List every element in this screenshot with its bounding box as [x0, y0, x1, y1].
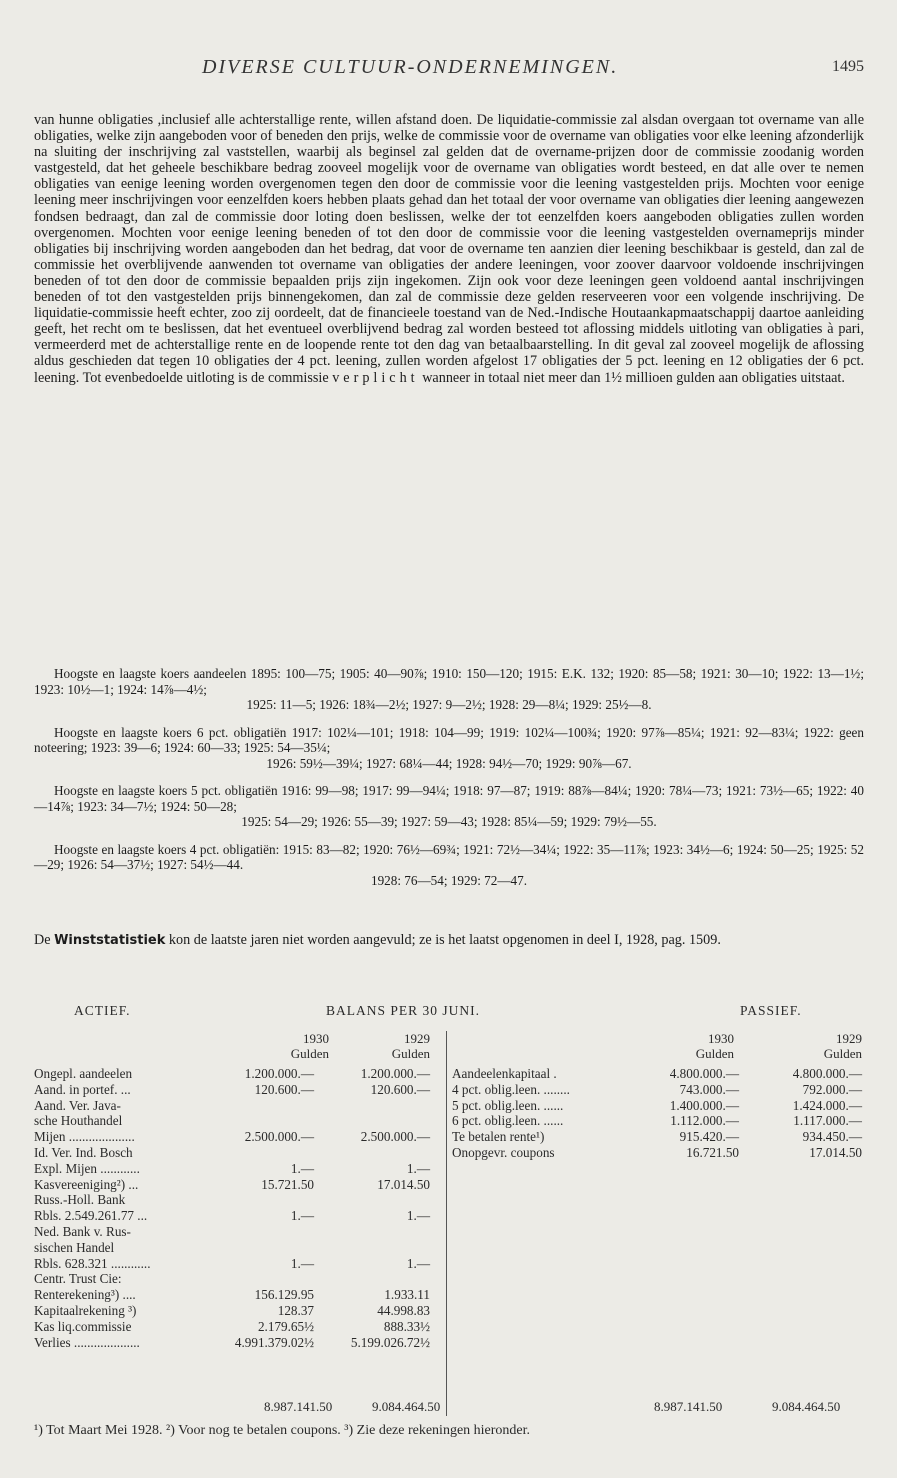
passief-col-1929: [782, 1031, 862, 1061]
intro-paragraph: [34, 112, 864, 386]
actief-label: Ongepl. aandeelen: [34, 1066, 133, 1081]
unit-label: Gulden: [391, 1046, 430, 1061]
actief-label: sche Houthandel: [34, 1113, 123, 1129]
passief-label: Aandeelenkapitaal .: [452, 1066, 557, 1081]
actief-label: Russ.-Holl. Bank: [34, 1192, 126, 1208]
passief-row: [452, 1113, 864, 1129]
passief-value-1929: 1.424.000.—: [792, 1097, 862, 1113]
passief-total-1930: 8.987.141.50: [654, 1399, 723, 1414]
actief-row: [34, 1224, 434, 1240]
actief-row: [34, 1066, 434, 1082]
unit-label: Gulden: [695, 1046, 734, 1061]
actief-label: Id. Ver. Ind. Bosch: [34, 1144, 133, 1160]
actief-row: [34, 1177, 434, 1193]
passief-label: 6 pct. oblig.leen. ......: [452, 1113, 564, 1129]
passief-label: 5 pct. oblig.leen. ......: [452, 1097, 564, 1113]
actief-value-1929: 17.014.50: [377, 1176, 430, 1192]
actief-value-1930: 120.600.—: [254, 1081, 314, 1097]
passief-value-1929: 17.014.50: [809, 1144, 862, 1160]
actief-rows: [34, 1066, 434, 1350]
koers-5pct: [34, 783, 864, 830]
unit-label: Gulden: [290, 1046, 329, 1061]
koers-6pct-main: Hoogste en laagste koers 6 pct. obligatiën 1917: 102¼—101; 1918: 104—99; 1919: 102¼—100¾; 1920: 97⅞—85¼; 1921: 92—83¼; 1922: geen noteering; 1923: 39—6; 1924: 60—33; 1925: 54—35¼;: [34, 724, 864, 755]
passief-col-1930: [654, 1031, 734, 1061]
passief-row: [452, 1145, 864, 1161]
actief-value-1930: 15.721.50: [261, 1176, 314, 1192]
koers-5pct-cont: 1925: 54—29; 1926: 55—39; 1927: 59—43; 1928: 85¼—59; 1929: 79½—55.: [241, 814, 657, 829]
koers-aandeelen-main: Hoogste en laagste koers aandeelen 1895: 100—75; 1905: 40—90⅞; 1910: 150—120; 1915: E.K. 132; 1920: 85—58; 1921: 30—10; 1922: 13—1½; 1923: 10½—1; 1924: 14⅞—4½;: [34, 666, 864, 697]
koers-6pct: [34, 725, 864, 772]
actief-row: [34, 1145, 434, 1161]
actief-label: Kasvereeniging²) ...: [34, 1176, 139, 1192]
passief-label: PASSIEF.: [740, 1003, 802, 1018]
column-divider: [446, 1031, 447, 1416]
passief-label: Te betalen rente¹): [452, 1129, 545, 1145]
actief-row: [34, 1208, 434, 1224]
actief-label: Renterekening³) ....: [34, 1287, 136, 1303]
actief-label: Centr. Trust Cie:: [34, 1271, 122, 1287]
actief-label: Kas liq.commissie: [34, 1318, 132, 1334]
actief-row: [34, 1113, 434, 1129]
actief-label: Aand. in portef. ...: [34, 1081, 131, 1097]
actief-row: [34, 1129, 434, 1145]
actief-value-1929: 1.—: [406, 1255, 430, 1271]
actief-total-1929: 9.084.464.50: [372, 1399, 441, 1414]
running-title: DIVERSE CULTUUR-ONDERNEMINGEN.: [202, 56, 619, 78]
koers-aandeelen: [34, 666, 864, 713]
intro-spaced-word: verplicht: [332, 369, 419, 386]
balance-sheet: [34, 1003, 864, 1423]
actief-value-1929: 1.—: [406, 1160, 430, 1176]
actief-col-1930: [249, 1031, 329, 1061]
passief-value-1930: 16.721.50: [686, 1144, 739, 1160]
actief-value-1930: 1.—: [290, 1160, 314, 1176]
actief-label: ACTIEF.: [74, 1003, 131, 1018]
actief-value-1930: 1.200.000.—: [244, 1066, 314, 1081]
actief-value-1929: 1.—: [406, 1208, 430, 1224]
passief-row: [452, 1066, 864, 1082]
actief-row: [34, 1256, 434, 1272]
actief-value-1930: 1.—: [290, 1208, 314, 1224]
koers-4pct-main: Hoogste en laagste koers 4 pct. obligatiën: 1915: 83—82; 1920: 76½—69¾; 1921: 72½—34¼; 1922: 35—11⅞; 1923: 34½—6; 1924: 50—25; 1925: 52—29; 1926: 54—37½; 1927: 54½—44.: [34, 841, 864, 872]
actief-value-1930: 2.500.000.—: [244, 1129, 314, 1145]
passief-label: 4 pct. oblig.leen. ........: [452, 1081, 570, 1097]
actief-value-1929: 2.500.000.—: [360, 1129, 430, 1145]
winst-text: kon de laatste jaren niet worden aangevuld; ze is het laatst opgenomen in deel I, 1928, pag. 1509.: [168, 932, 721, 948]
actief-value-1929: 1.933.11: [384, 1287, 430, 1303]
koers-aandeelen-cont: 1925: 11—5; 1926: 18¾—2½; 1927: 9—2½; 1928: 29—8¼; 1929: 25½—8.: [246, 697, 652, 712]
actief-value-1929: 888.33½: [383, 1318, 430, 1334]
passief-value-1929: 1.117.000.—: [793, 1113, 862, 1129]
passief-value-1930: 4.800.000.—: [669, 1066, 739, 1081]
actief-row: [34, 1335, 434, 1351]
koers-section: [34, 666, 864, 900]
passief-row: [452, 1129, 864, 1145]
winst-prefix: De: [34, 932, 51, 948]
passief-value-1929: 4.800.000.—: [792, 1066, 862, 1081]
actief-value-1929: 120.600.—: [370, 1081, 430, 1097]
winststatistiek-paragraph: [34, 932, 864, 949]
unit-label: Gulden: [823, 1046, 862, 1061]
passief-rows: [452, 1066, 864, 1161]
actief-value-1930: 156.129.95: [254, 1287, 314, 1303]
intro-text: van hunne obligaties ,inclusief alle achterstallige rente, willen afstand doen. De liquidatie-commissie zal alsdan overgaan tot overname van alle obligaties, welke zijn aangeboden voor of beneden den prijs, welke de commissie voor de overname van obligaties voor elke leening afzonderlijk na sluiting der inschrijving zal vaststellen, waarbij als beginsel zal gelden dat de overname-prijzen door de commissie zoodanig worden vastgesteld, dat het geheele beschikbare bedrag zooveel mogelijk voor de overname van obligaties wordt besteed, en dat alle over te nemen obligaties van eenige leening worden overgenomen tegen den door de commissie voor die leening vastgestelden prijs. Mochten voor eenige leening meer inschrijvingen voor eenzelfden koers hebben plaats gehad dan het totaal der voor overname van obligaties dier leening aangewezen fondsen bedraagt, dan zal de commissie door loting doen beslissen, welke der tot eenzelfden koers aangeboden obligaties zullen worden overgenomen. Mochten voor eenige leening beneden of tot den door de commissie voor die leening vastgestelden overnameprijs minder obligaties bij inschrijving worden aangeboden dan het bedrag, dat voor de overname ten aanzien dier leening beschikbaar is gesteld, dan zal de commissie het overblijvende aanwenden tot overname van obligaties der andere leeningen, voor zoover daarvoor voldoende inschrijvingen beneden of tot den door de commissie bepaalden prijs zijn ingekomen. Zijn ook voor deze leeningen geen voldoend aantal inschrijvingen beneden of tot den vastgestelden prijs binnengekomen, dan zal de commissie deze gelden reserveeren voor een volgende inschrijving. De liquidatie-commissie heeft echter, zoo zij oordeelt, dat de financieele toestand van de Ned.-Indische Houtaankapmaatschappij daartoe aanleiding geeft, het recht om te beslissen, dat het eventueel overblijvend bedrag zal worden besteed tot aflossing middels uitloting van obligaties à pari, vermeerderd met de achterstallige rente en de loopende rente tot den dag van betaalbaarstelling. In dit geval zal zooveel mogelijk de aflossing aldus geschieden dat tegen 10 obligaties der 4 pct. leening, zullen worden afgelost 17 obligaties der 5 pct. leening en 12 obligaties der 6 pct. leening. Tot evenbedoelde uitloting is de commissie: [34, 112, 864, 386]
actief-value-1929: 5.199.026.72½: [350, 1334, 430, 1350]
year-label: 1930: [303, 1031, 329, 1046]
actief-row: [34, 1240, 434, 1256]
passief-value-1930: 1.112.000.—: [670, 1113, 739, 1129]
actief-label: Rbls. 628.321 ............: [34, 1255, 151, 1271]
actief-value-1929: 44.998.83: [377, 1302, 430, 1318]
actief-value-1930: 4.991.379.02½: [234, 1334, 314, 1350]
page-number: 1495: [832, 58, 864, 75]
year-label: 1929: [836, 1031, 862, 1046]
actief-row: [34, 1098, 434, 1114]
koers-4pct: [34, 842, 864, 889]
actief-value-1930: 128.37: [277, 1302, 314, 1318]
passief-row: [452, 1082, 864, 1098]
passief-row: [452, 1098, 864, 1114]
intro-text-end: wanneer in totaal niet meer dan 1½ millioen gulden aan obligaties uitstaat.: [422, 369, 845, 386]
actief-label: Ned. Bank v. Rus-: [34, 1223, 131, 1239]
koers-6pct-cont: 1926: 59½—39¼; 1927: 68¼—44; 1928: 94½—70; 1929: 90⅞—67.: [266, 755, 632, 771]
footnotes: ¹) Tot Maart Mei 1928. ²) Voor nog te betalen coupons. ³) Zie deze rekeningen hieronder.: [34, 1423, 531, 1438]
actief-label: Mijen ....................: [34, 1129, 135, 1145]
actief-row: [34, 1319, 434, 1335]
year-label: 1929: [404, 1031, 430, 1046]
actief-label: Aand. Ver. Java-: [34, 1097, 121, 1113]
passief-total-1929: 9.084.464.50: [772, 1399, 841, 1414]
actief-row: [34, 1303, 434, 1319]
actief-row: [34, 1271, 434, 1287]
actief-row: [34, 1082, 434, 1098]
actief-label: Kapitaalrekening ³): [34, 1302, 137, 1318]
passief-value-1930: 1.400.000.—: [669, 1097, 739, 1113]
actief-row: [34, 1192, 434, 1208]
passief-value-1930: 743.000.—: [679, 1081, 739, 1097]
page-header: [34, 56, 864, 82]
winst-bold-term: Winststatistiek: [54, 933, 166, 948]
actief-label: Verlies ....................: [34, 1334, 140, 1350]
passief-label: Onopgevr. coupons: [452, 1144, 555, 1160]
koers-4pct-cont: 1928: 76—54; 1929: 72—47.: [370, 872, 528, 888]
actief-label: Expl. Mijen ............: [34, 1160, 140, 1176]
balance-title: BALANS PER 30 JUNI.: [326, 1003, 481, 1018]
actief-total-1930: 8.987.141.50: [264, 1399, 333, 1414]
actief-label: sischen Handel: [34, 1239, 115, 1255]
actief-value-1929: 1.200.000.—: [360, 1066, 430, 1081]
passief-value-1930: 915.420.—: [679, 1129, 739, 1145]
actief-value-1930: 2.179.65½: [257, 1318, 314, 1334]
actief-col-1929: [350, 1031, 430, 1061]
actief-row: [34, 1161, 434, 1177]
year-label: 1930: [708, 1031, 734, 1046]
actief-label: Rbls. 2.549.261.77 ...: [34, 1208, 148, 1224]
actief-value-1930: 1.—: [290, 1255, 314, 1271]
koers-5pct-main: Hoogste en laagste koers 5 pct. obligatiën 1916: 99—98; 1917: 99—94¼; 1918: 97—87; 1919: 88⅞—84¼; 1920: 78¼—73; 1921: 73½—65; 1922: 40—14⅞; 1923: 34—7½; 1924: 50—28;: [34, 783, 864, 814]
actief-row: [34, 1287, 434, 1303]
passief-value-1929: 792.000.—: [802, 1081, 862, 1097]
passief-value-1929: 934.450.—: [802, 1129, 862, 1145]
